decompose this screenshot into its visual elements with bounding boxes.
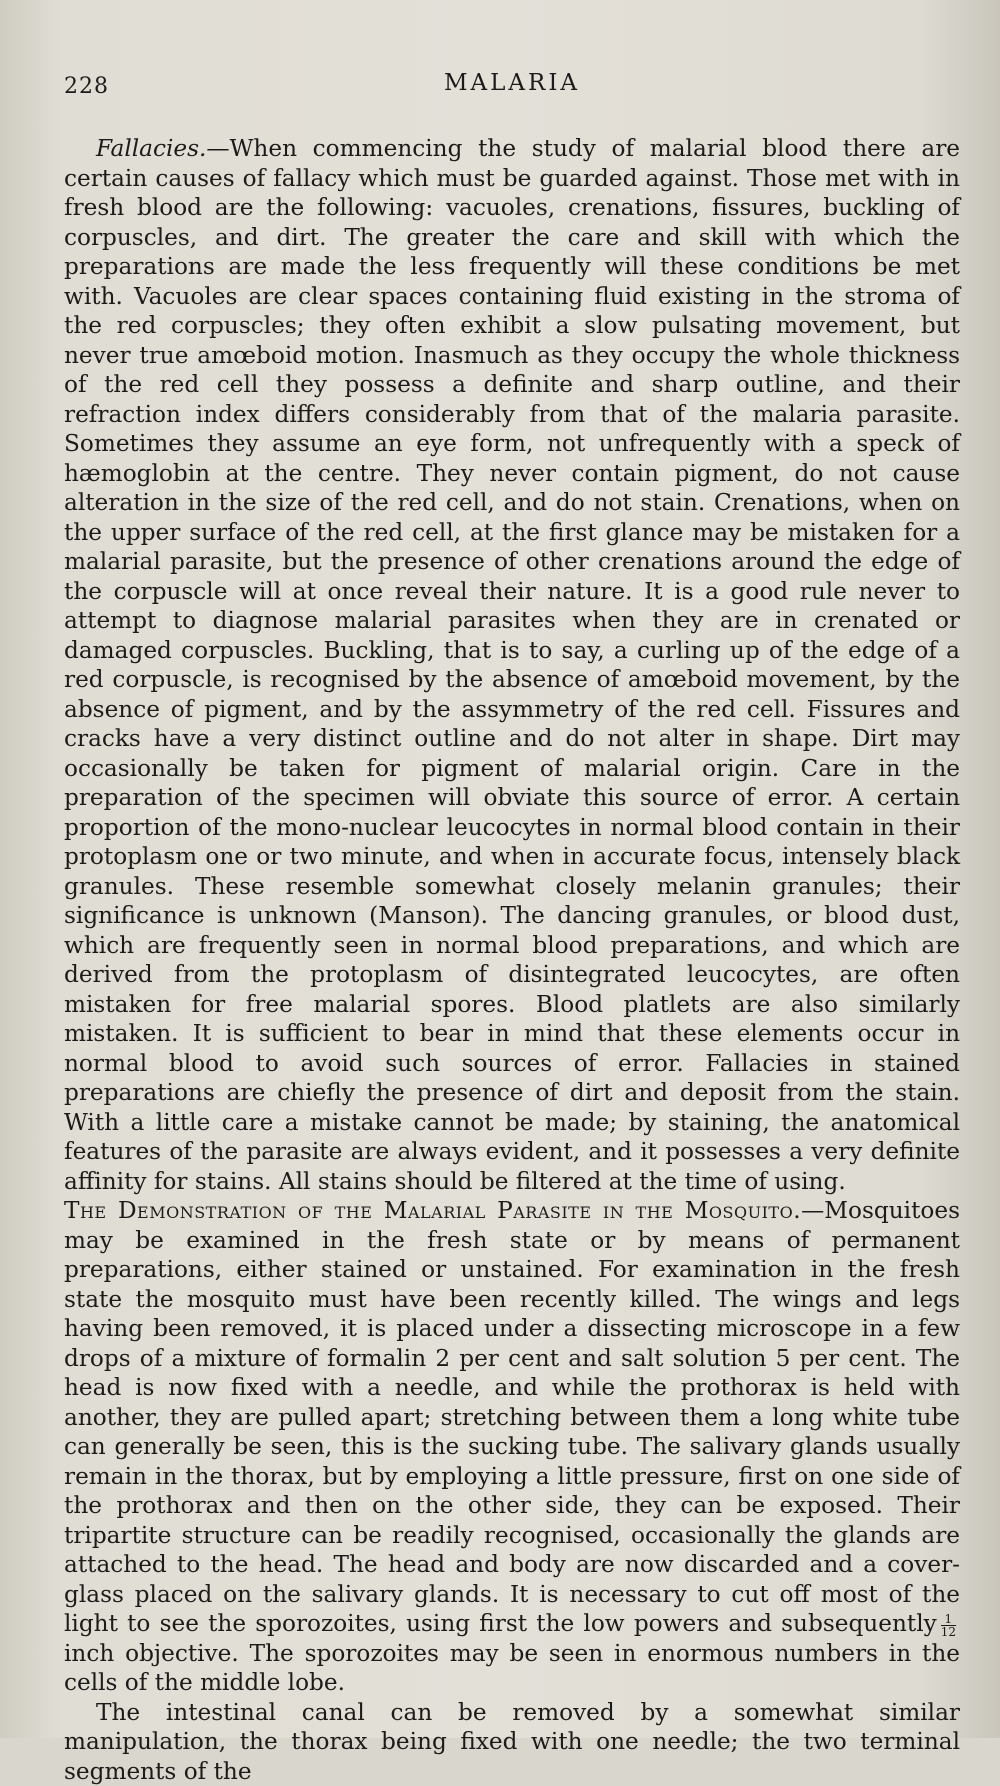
mosquito-body-b: inch objective. The sporozoites may be seen in enormous numbers in the cells of the middle lobe. — [64, 1640, 960, 1697]
fraction-one-twelfth — [941, 1613, 956, 1638]
fraction-denominator: 12 — [941, 1626, 956, 1638]
body-text — [64, 134, 960, 1786]
fallacies-body: —When commencing the study of malarial blood there are certain causes of fallacy which must be guarded against. Those met with in fresh blood are the following: vacuoles, crenations, fissures, buckling of corpuscles, and dirt. The greater the care and skill with which the preparations are made the less frequently will these conditions be met with. Vacuoles are clear spaces containing fluid existing in the stroma of the red corpuscles; they often exhibit a slow pulsating movement, but never true amœboid motion. Inasmuch as they occupy the whole thickness of the red cell they possess a definite and sharp outline, and their refraction index differs considerably from that of the malaria parasite. Sometimes they assume an eye form, not unfrequently with a speck of hæmoglobin at the centre. They never contain pigment, do not cause alteration in the size of the red cell, and do not stain. Crenations, when on the upper surface of the red cell, at the first glance may be mistaken for a malarial parasite, but the presence of other crenations around the edge of the corpuscle will at once reveal their nature. It is a good rule never to attempt to diagnose malarial parasites when they are in crenated or damaged corpuscles. Buckling, that is to say, a curling up of the edge of a red corpuscle, is recognised by the absence of amœboid movement, by the absence of pigment, and by the assymmetry of the red cell. Fissures and cracks have a very distinct outline and do not alter in shape. Dirt may occasionally be taken for pigment of malarial origin. Care in the preparation of the specimen will obviate this source of error. A certain proportion of the mono-nuclear leucocytes in normal blood contain in their protoplasm one or two minute, and when in accurate focus, intensely black granules. These resemble somewhat closely melanin granules; their significance is unknown (Manson). The dancing granules, or blood dust, which are frequently seen in normal blood preparations, and which are derived from the protoplasm of disintegrated leucocytes, are often mistaken for free malarial spores. Blood platlets are also similarly mistaken. It is sufficient to bear in mind that these elements occur in normal blood to avoid such sources of error. Fallacies in stained preparations are chiefly the presence of dirt and deposit from the stain. With a little care a mistake cannot be made; by staining, the anatomical features of the parasite are always evident, and it possesses a very definite affinity for stains. All stains should be filtered at the time of using. — [64, 135, 960, 1195]
fraction-numerator: 1 — [941, 1613, 956, 1626]
mosquito-section-heading: The Demonstration of the Malarial Parasite in the Mosquito. — [64, 1197, 801, 1224]
running-head: MALARIA — [64, 70, 960, 96]
paragraph-mosquito-demonstration — [64, 1196, 960, 1698]
paragraph-fallacies — [64, 134, 960, 1196]
fallacies-lead: Fallacies. — [96, 135, 206, 162]
page-number: 228 — [64, 74, 109, 99]
intestinal-body: The intestinal canal can be removed by a somewhat similar manipulation, the thorax being fixed with one needle; the two terminal segments of the — [64, 1699, 960, 1785]
paragraph-intestinal-canal — [64, 1698, 960, 1786]
page-header — [64, 64, 960, 108]
mosquito-body-a: —Mosquitoes may be examined in the fresh state or by means of permanent preparations, either stained or unstained. For examination in the fresh state the mosquito must have been recently killed. The wings and legs having been removed, it is placed under a dissecting microscope in a few drops of a mixture of formalin 2 per cent and salt solution 5 per cent. The head is now fixed with a needle, and while the prothorax is held with another, they are pulled apart; stretching between them a long white tube can generally be seen, this is the sucking tube. The salivary glands usually remain in the thorax, but by employing a little pressure, first on one side of the prothorax and then on the other side, they can be exposed. Their tripartite structure can be readily recognised, occasionally the glands are attached to the head. The head and body are now discarded and a cover-glass placed on the salivary glands. It is necessary to cut off most of the light to see the sporozoites, using first the low powers and subsequently — [64, 1197, 960, 1637]
